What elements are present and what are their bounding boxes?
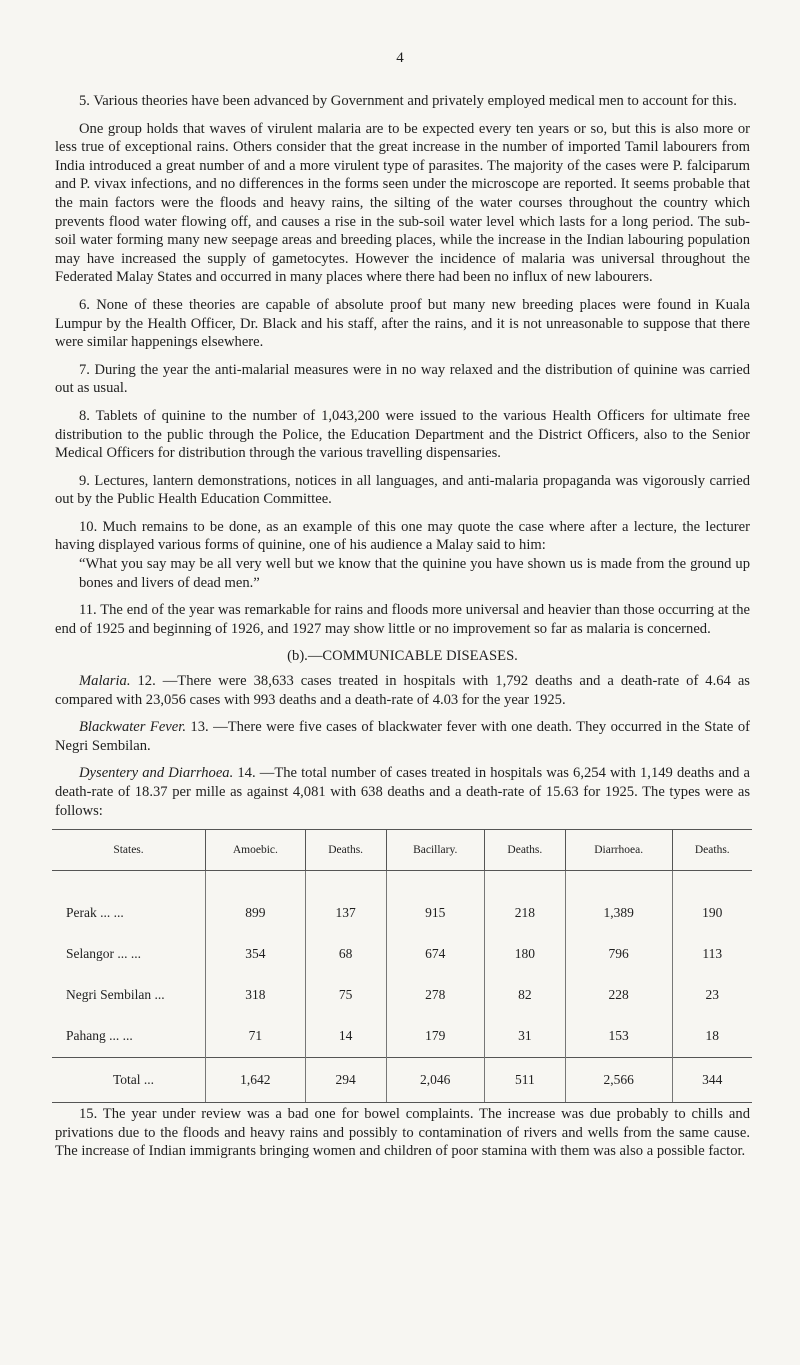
table-cell: Pahang ... ... <box>66 1028 133 1044</box>
table-cell: 915 <box>386 893 484 934</box>
table-cell: 14 <box>305 1016 386 1058</box>
table-row-selangor <box>52 934 752 975</box>
table-cell: 1,642 <box>206 1058 306 1103</box>
paragraph-7: 7. During the year the anti-malarial measures were in no way relaxed and the distribution of quinine was carried out as usual. <box>55 361 750 397</box>
table-cell: Negri Sembilan ... <box>66 987 165 1003</box>
malaria-title: Malaria. <box>79 673 131 690</box>
table-cell: Perak ... ... <box>66 905 124 921</box>
table-row-total <box>52 1058 752 1103</box>
dysentery-text: 14. —The total number of cases treated in hospitals was 6,254 with 1,149 deaths and a death-rate of 18.37 per mille as against 4,081 with 638 deaths and a death-rate of 15.63 for 1925. The types were as follows: <box>55 765 750 819</box>
table-cell: 23 <box>672 975 752 1016</box>
table-cell: 228 <box>565 975 672 1016</box>
header-amoebic: Amoebic. <box>206 830 306 871</box>
malay-quote: “What you say may be all very well but we know that the quinine you have shown us is made from the ground up bones and livers of dead men.” <box>79 556 750 591</box>
paragraph-14 <box>55 764 750 820</box>
paragraph-9: 9. Lectures, lantern demonstrations, notices in all languages, and anti-malaria propaganda was vigorously carried out by the Public Health Education Committee. <box>55 472 750 508</box>
table-row-perak <box>52 893 752 934</box>
table-header-row <box>52 830 752 871</box>
table-cell: 294 <box>305 1058 386 1103</box>
header-diarrhoea: Diarrhoea. <box>565 830 672 871</box>
paragraph-5: 5. Various theories have been advanced by Government and privately employed medical men to account for this. <box>79 93 737 109</box>
section-heading-communicable-diseases: (b).—COMMUNICABLE DISEASES. <box>287 648 518 665</box>
table-cell: Total ... <box>52 1058 206 1103</box>
header-amoebic-deaths: Deaths. <box>305 830 386 871</box>
table-cell: 71 <box>206 1016 306 1058</box>
table-cell: 278 <box>386 975 484 1016</box>
header-diarrhoea-deaths: Deaths. <box>672 830 752 871</box>
table-cell: 318 <box>206 975 306 1016</box>
paragraph-11: 11. The end of the year was remarkable for rains and floods more universal and heavier than those occurring at the end of 1925 and beginning of 1926, and 1927 may show little or no improvement so far as malaria is concerned. <box>55 602 750 637</box>
paragraph-12 <box>55 672 750 709</box>
paragraph-5-continued: One group holds that waves of virulent malaria are to be expected every ten years or so, but this is also more or less true of exceptional rains. Others consider that the great increase in the number of imported Tamil labourers from India introduced a great number of and a more virulent type of parasites. The majority of the cases were P. falciparum and P. vivax infections, and no differences in the forms seen under the microscope are reported. It seems probable that the main factors were the floods and heavy rains, the silting of the water courses throughout the country which prevents flood water flowing off, and causes a rise in the sub-soil water level which lasts for a long period. The sub-soil water forming many new seepage areas and breeding places, while the increase in the Indian labouring population may have increased the supply of gametocytes. However the incidence of malaria was universal throughout the Federated Malay States and occurred in many places where there had been no influx of new labourers. <box>55 120 750 286</box>
table-row-pahang <box>52 1016 752 1058</box>
malaria-text: 12. —There were 38,633 cases treated in hospitals with 1,792 deaths and a death-rate of 4.64 as compared with 23,056 cases with 993 deaths and a death-rate of 4.03 for the year 1925. <box>55 673 750 708</box>
table-spacer-row <box>52 871 752 894</box>
table-cell: 344 <box>672 1058 752 1103</box>
header-states: States. <box>52 830 206 871</box>
paragraph-15: 15. The year under review was a bad one for bowel complaints. The increase was due probably to chills and privations due to the floods and heavy rains and possibly to contamination of rivers and wells from the same cause. The increase of Indian immigrants bringing women and children of poor stamina with them was also a possible factor. <box>55 1106 750 1160</box>
table-cell: Selangor ... ... <box>66 946 141 962</box>
table-cell: 2,046 <box>386 1058 484 1103</box>
table-cell: 153 <box>565 1016 672 1058</box>
table-cell: 68 <box>305 934 386 975</box>
table-cell: 899 <box>206 893 306 934</box>
body-text <box>55 92 750 1170</box>
blackwater-title: Blackwater Fever. <box>79 719 186 736</box>
table-cell: 18 <box>672 1016 752 1058</box>
paragraph-13 <box>55 718 750 755</box>
table-cell: 82 <box>484 975 565 1016</box>
table-cell: 674 <box>386 934 484 975</box>
dysentery-title: Dysentery and Diarrhoea. <box>79 765 234 782</box>
table-cell: 113 <box>672 934 752 975</box>
header-bacillary-deaths: Deaths. <box>484 830 565 871</box>
table-cell: 218 <box>484 893 565 934</box>
table-cell: 796 <box>565 934 672 975</box>
dysentery-table <box>52 829 752 1103</box>
page-number: 4 <box>396 50 404 66</box>
table-cell: 190 <box>672 893 752 934</box>
table-cell: 179 <box>386 1016 484 1058</box>
table-cell: 137 <box>305 893 386 934</box>
blackwater-text: 13. —There were five cases of blackwater fever with one death. They occurred in the State of Negri Sembilan. <box>55 719 750 754</box>
table-cell: 180 <box>484 934 565 975</box>
paragraph-8: 8. Tablets of quinine to the number of 1,043,200 were issued to the various Health Officers for ultimate free distribution to the public through the Police, the Education Department and the District Officers, also to the Senior Medical Officers for distribution through the various travelling dispensaries. <box>55 407 750 462</box>
paragraph-10: 10. Much remains to be done, as an example of this one may quote the case where after a lecture, the lecturer having displayed various forms of quinine, one of his audience a Malay said to him: <box>55 518 750 554</box>
table-row-negri-sembilan <box>52 975 752 1016</box>
table-cell: 511 <box>484 1058 565 1103</box>
table-cell: 1,389 <box>565 893 672 934</box>
paragraph-6: 6. None of these theories are capable of absolute proof but many new breeding places were found in Kuala Lumpur by the Health Officer, Dr. Black and his staff, after the rains, and it is not unreasonable to suppose that there were similar happenings elsewhere. <box>55 296 750 351</box>
table-cell: 354 <box>206 934 306 975</box>
table-cell: 75 <box>305 975 386 1016</box>
header-bacillary: Bacillary. <box>386 830 484 871</box>
table-cell: 2,566 <box>565 1058 672 1103</box>
table-cell: 31 <box>484 1016 565 1058</box>
